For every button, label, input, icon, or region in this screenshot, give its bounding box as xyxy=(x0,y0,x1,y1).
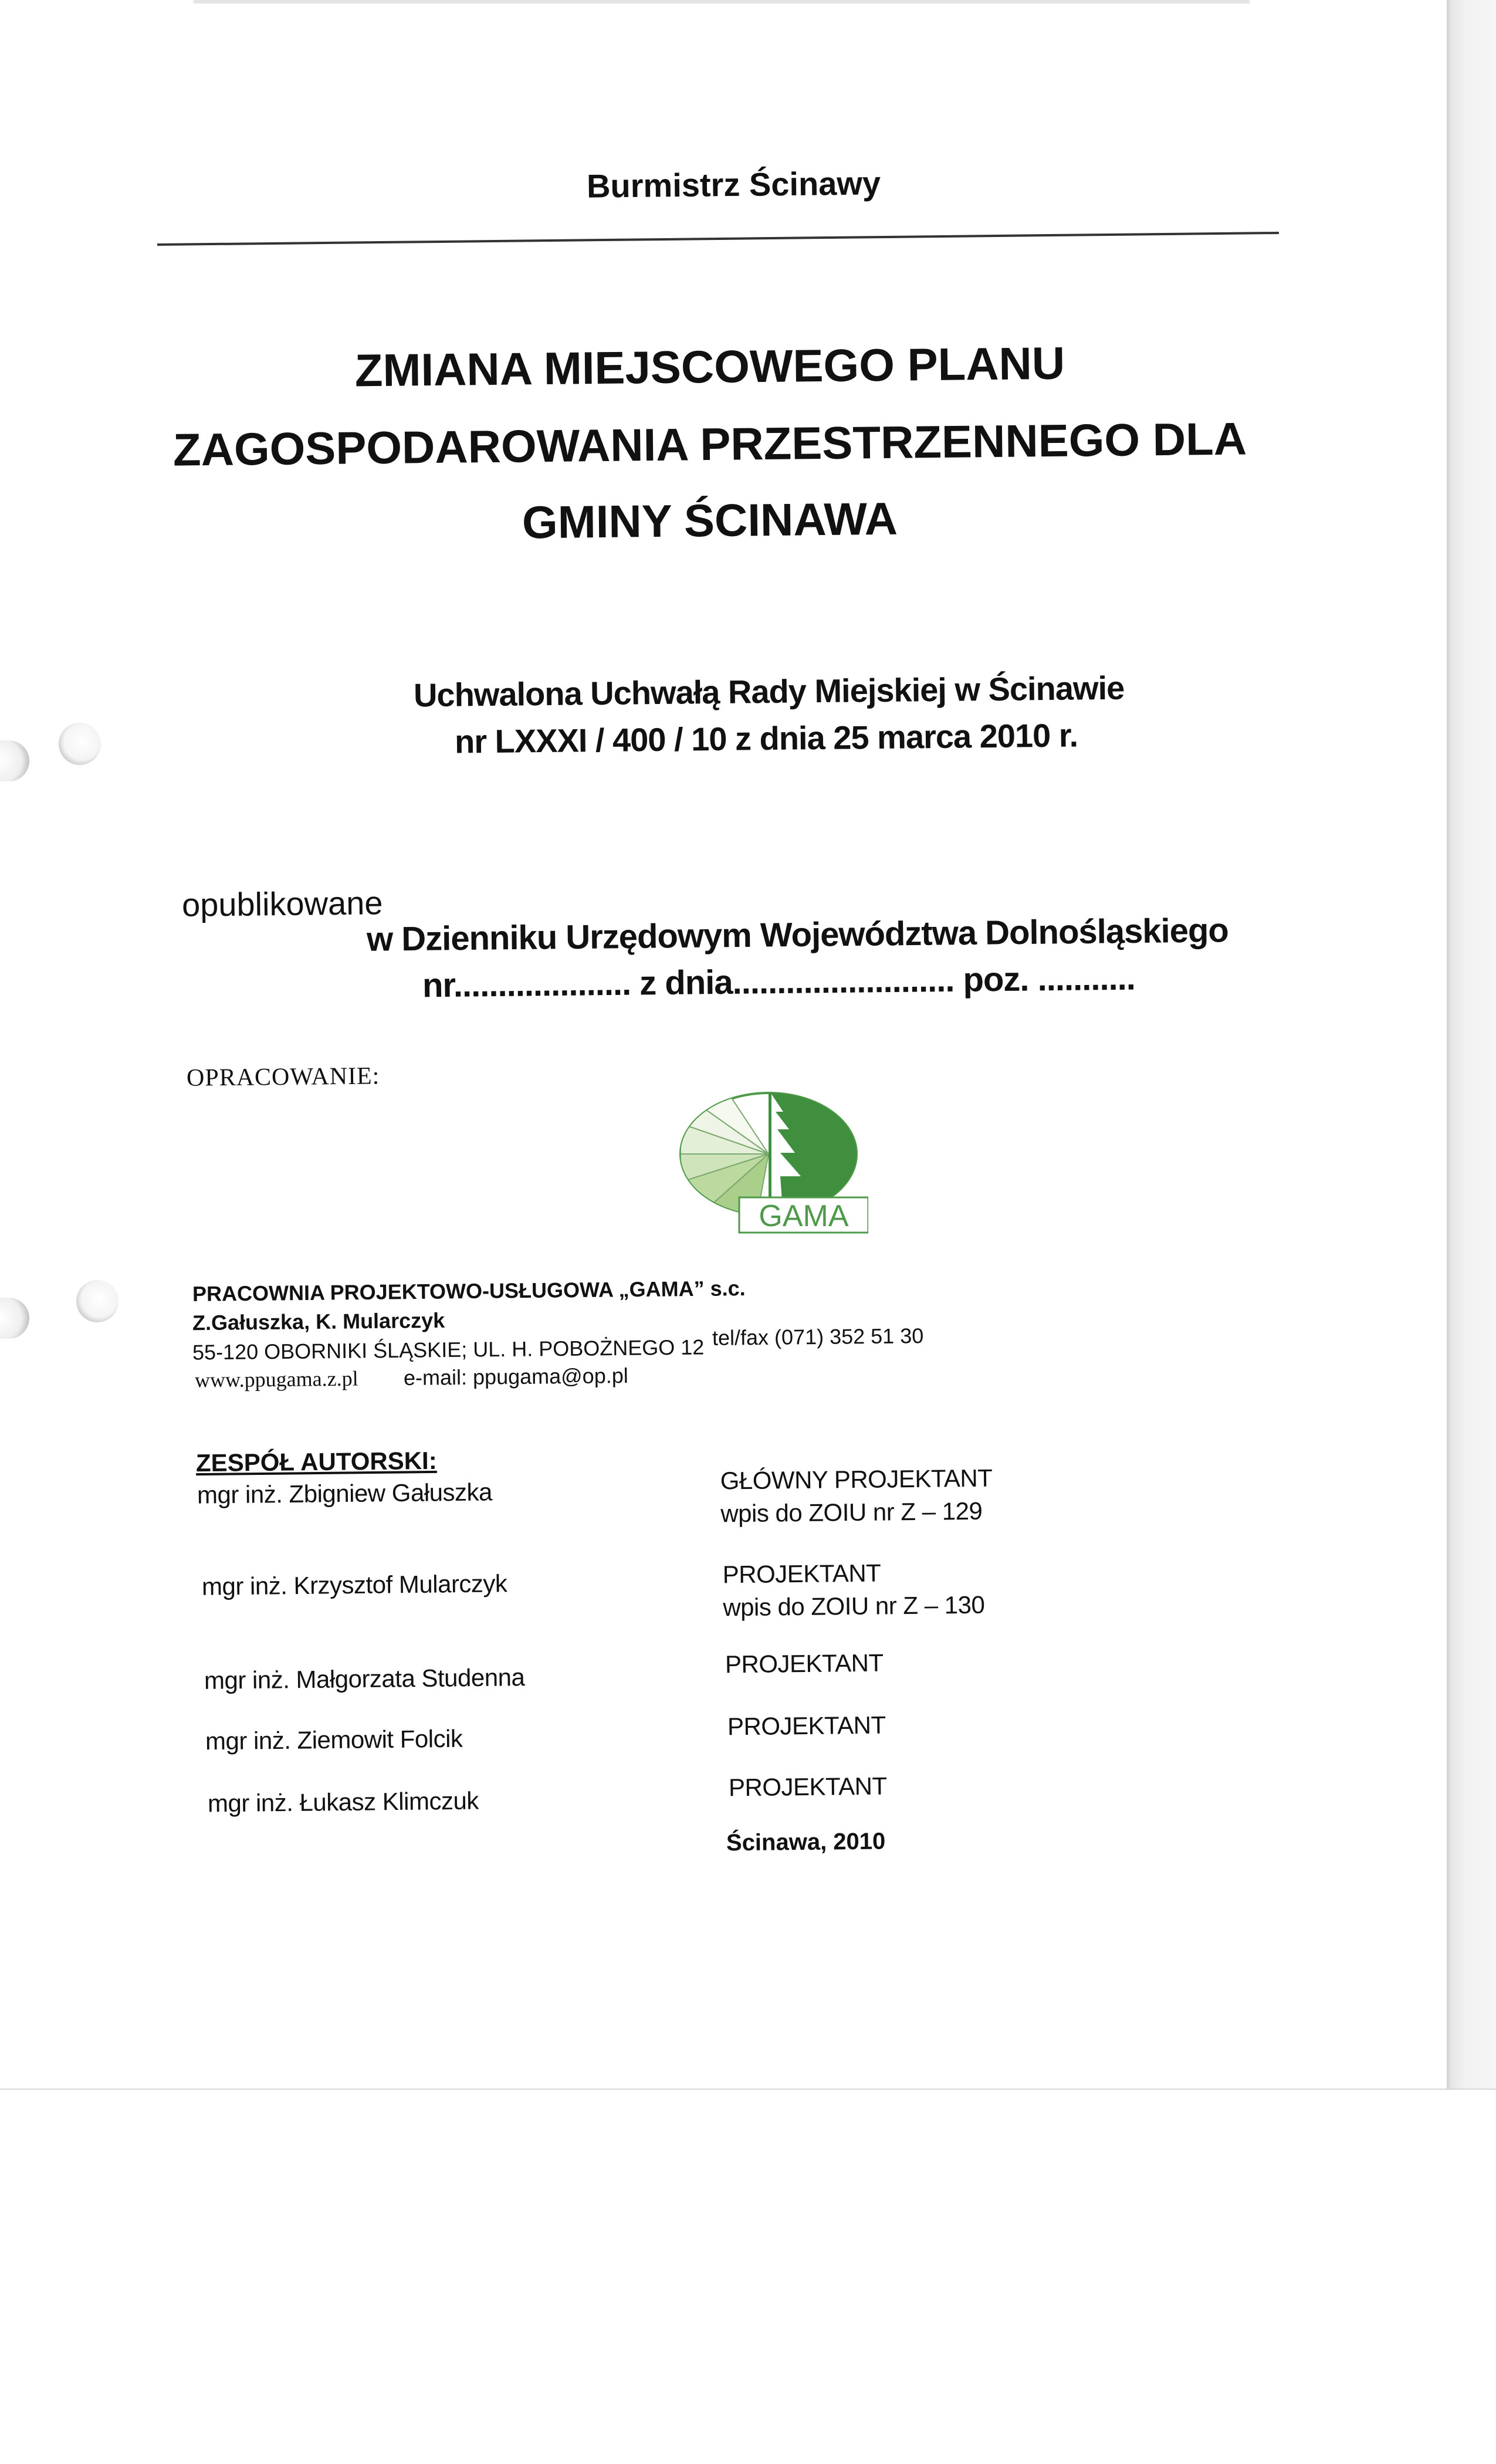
role-title: PROJEKTANT xyxy=(722,1559,881,1589)
gama-logo-text: GAMA xyxy=(759,1199,849,1233)
role-registration: wpis do ZOIU nr Z – 130 xyxy=(723,1590,985,1622)
company-email[interactable]: e-mail: ppugama@op.pl xyxy=(403,1363,628,1390)
team-member-name: mgr inż. Zbigniew Gałuszka xyxy=(197,1478,493,1509)
team-member-name: mgr inż. Ziemowit Folcik xyxy=(205,1724,463,1755)
page-edge-shadow xyxy=(1447,0,1496,2089)
gama-logo xyxy=(669,1088,868,1241)
gama-logo-graphic xyxy=(669,1088,868,1241)
resolution-line-1: Uchwalona Uchwałą Rady Miejskiej w Ścinawie xyxy=(413,669,1125,714)
publication-fields: nr.................... z dnia......................... poz. ........... xyxy=(422,959,1136,1005)
role-title: GŁÓWNY PROJEKTANT xyxy=(720,1464,993,1495)
company-name: PRACOWNIA PROJEKTOWO-USŁUGOWA „GAMA” s.c. xyxy=(192,1276,746,1306)
team-header: ZESPÓŁ AUTORSKI: xyxy=(195,1446,437,1477)
punch-hole-lower xyxy=(76,1280,119,1322)
published-label: opublikowane xyxy=(181,884,383,923)
team-member-name: mgr inż. Łukasz Klimczuk xyxy=(207,1786,479,1817)
document-title-line-2: ZAGOSPODAROWANIA PRZESTRZENNEGO DLA xyxy=(172,412,1247,476)
document-title-line-3: GMINY ŚCINAWA xyxy=(522,492,898,549)
role-title: PROJEKTANT xyxy=(728,1772,887,1802)
issuer-heading: Burmistrz Ścinawy xyxy=(586,164,881,205)
company-owners: Z.Gałuszka, K. Mularczyk xyxy=(192,1308,445,1335)
team-member-role xyxy=(727,1709,886,1744)
team-member-name: mgr inż. Małgorzata Studenna xyxy=(204,1663,525,1694)
page-bottom-edge xyxy=(0,2089,1496,2090)
punch-hole-upper xyxy=(59,723,101,765)
company-address: 55-120 OBORNIKI ŚLĄSKIE; UL. H. POBOŻNEGO 12 xyxy=(192,1335,705,1365)
team-member-name: mgr inż. Krzysztof Mularczyk xyxy=(201,1569,507,1600)
role-registration: wpis do ZOIU nr Z – 129 xyxy=(720,1497,983,1528)
role-title: PROJEKTANT xyxy=(725,1649,884,1678)
team-member-role xyxy=(722,1556,984,1624)
journal-name: w Dzienniku Urzędowym Województwa Dolnośląskiego xyxy=(366,911,1229,959)
role-title: PROJEKTANT xyxy=(727,1711,886,1741)
punch-hole-upper-edge xyxy=(0,740,29,781)
header-rule xyxy=(157,232,1279,246)
company-website[interactable]: www.ppugama.z.pl xyxy=(194,1366,358,1392)
top-scan-edge xyxy=(194,0,1250,4)
team-member-role xyxy=(720,1462,993,1531)
resolution-line-2: nr LXXXI / 400 / 10 z dnia 25 marca 2010 r. xyxy=(454,716,1078,760)
document-title-line-1: ZMIANA MIEJSCOWEGO PLANU xyxy=(354,337,1065,397)
punch-hole-lower-edge xyxy=(0,1298,29,1339)
team-member-role xyxy=(729,1770,887,1805)
place-date: Ścinawa, 2010 xyxy=(726,1828,886,1856)
team-member-role xyxy=(725,1647,884,1681)
prepared-by-label: OPRACOWANIE: xyxy=(186,1062,380,1092)
company-phone: tel/fax (071) 352 51 30 xyxy=(712,1324,924,1350)
